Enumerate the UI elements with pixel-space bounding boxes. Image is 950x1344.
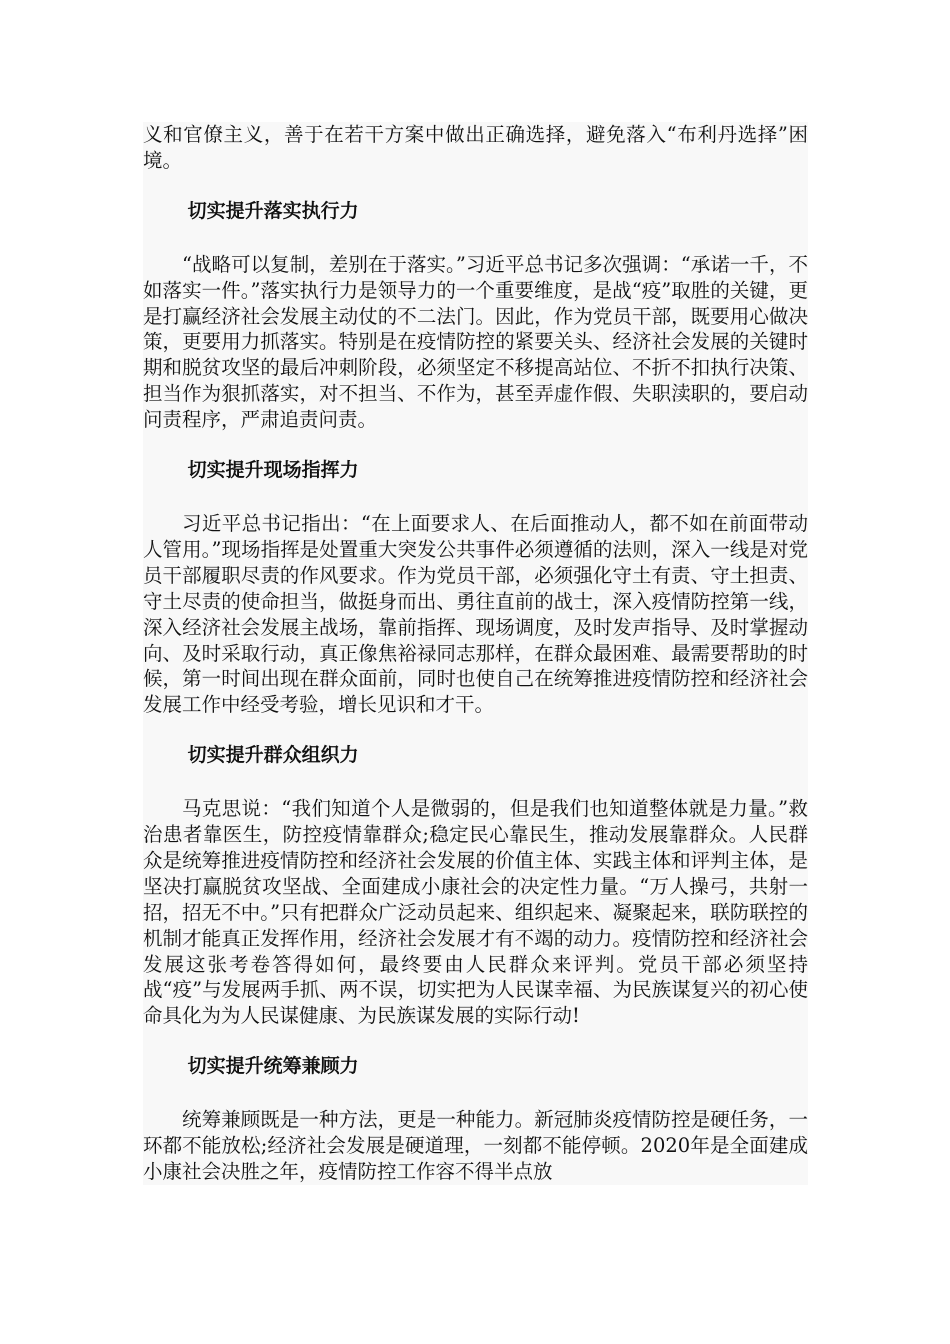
- paragraph-coordination: 统筹兼顾既是一种方法，更是一种能力。新冠肺炎疫情防控是硬任务，一环都不能放松;经济社会发展是硬道理，一刻都不能停顿。2020年是全面建成小康社会决胜之年，疫情防控工作容不得半点放: [143, 1108, 808, 1183]
- paragraph-mass-organization: 马克思说：“我们知道个人是微弱的，但是我们也知道整体就是力量。”救治患者靠医生，防控疫情靠群众;稳定民心靠民生，推动发展靠群众。人民群众是统筹推进疫情防控和经济社会发展的价值主体、实践主体和评判主体，是坚决打赢脱贫攻坚战、全面建成小康社会的决定性力量。“万人操弓，共射一招，招无不中。”只有把群众广泛动员起来、组织起来、凝聚起来，联防联控的机制才能真正发挥作用，经济社会发展才有不竭的动力。疫情防控和经济社会发展这张考卷答得如何，最终要由人民群众来评判。党员干部必须坚持战“疫”与发展两手抓、两不误，切实把为人民谋幸福、为民族谋复兴的初心使命具化为为人民谋健康、为民族谋发展的实际行动!: [143, 797, 808, 1028]
- section-heading-mass-organization: 切实提升群众组织力: [187, 744, 359, 767]
- section-heading-execution: 切实提升落实执行力: [187, 199, 359, 222]
- document-body: [143, 122, 808, 1185]
- section-heading-coordination: 切实提升统筹兼顾力: [187, 1055, 359, 1078]
- paragraph-command: 习近平总书记指出：“在上面要求人、在后面推动人，都不如在前面带动人管用。”现场指挥是处置重大突发公共事件必须遵循的法则，深入一线是对党员干部履职尽责的作风要求。作为党员干部，必须强化守土有责、守土担责、守土尽责的使命担当，做挺身而出、勇往直前的战士，深入疫情防控第一线，深入经济社会发展主战场，靠前指挥、现场调度，及时发声指导、及时掌握动向、及时采取行动，真正像焦裕禄同志那样，在群众最困难、最需要帮助的时候，第一时间出现在群众面前，同时也使自己在统筹推进疫情防控和经济社会发展工作中经受考验，增长见识和才干。: [143, 511, 808, 717]
- paragraph-continued: 义和官僚主义，善于在若干方案中做出正确选择，避免落入“布利丹选择”困境。: [143, 123, 808, 172]
- section-heading-command: 切实提升现场指挥力: [187, 459, 359, 482]
- paragraph-execution: “战略可以复制，差别在于落实。”习近平总书记多次强调：“承诺一千，不如落实一件。”落实执行力是领导力的一个重要维度，是战“疫”取胜的关键，更是打赢经济社会发展主动仗的不二法门。因此，作为党员干部，既要用心做决策，更要用力抓落实。特别是在疫情防控的紧要关头、经济社会发展的关键时期和脱贫攻坚的最后冲刺阶段，必须坚定不移提高站位、不折不扣执行决策、担当作为狠抓落实，对不担当、不作为，甚至弄虚作假、失职渎职的，要启动问责程序，严肃追责问责。: [143, 252, 808, 432]
